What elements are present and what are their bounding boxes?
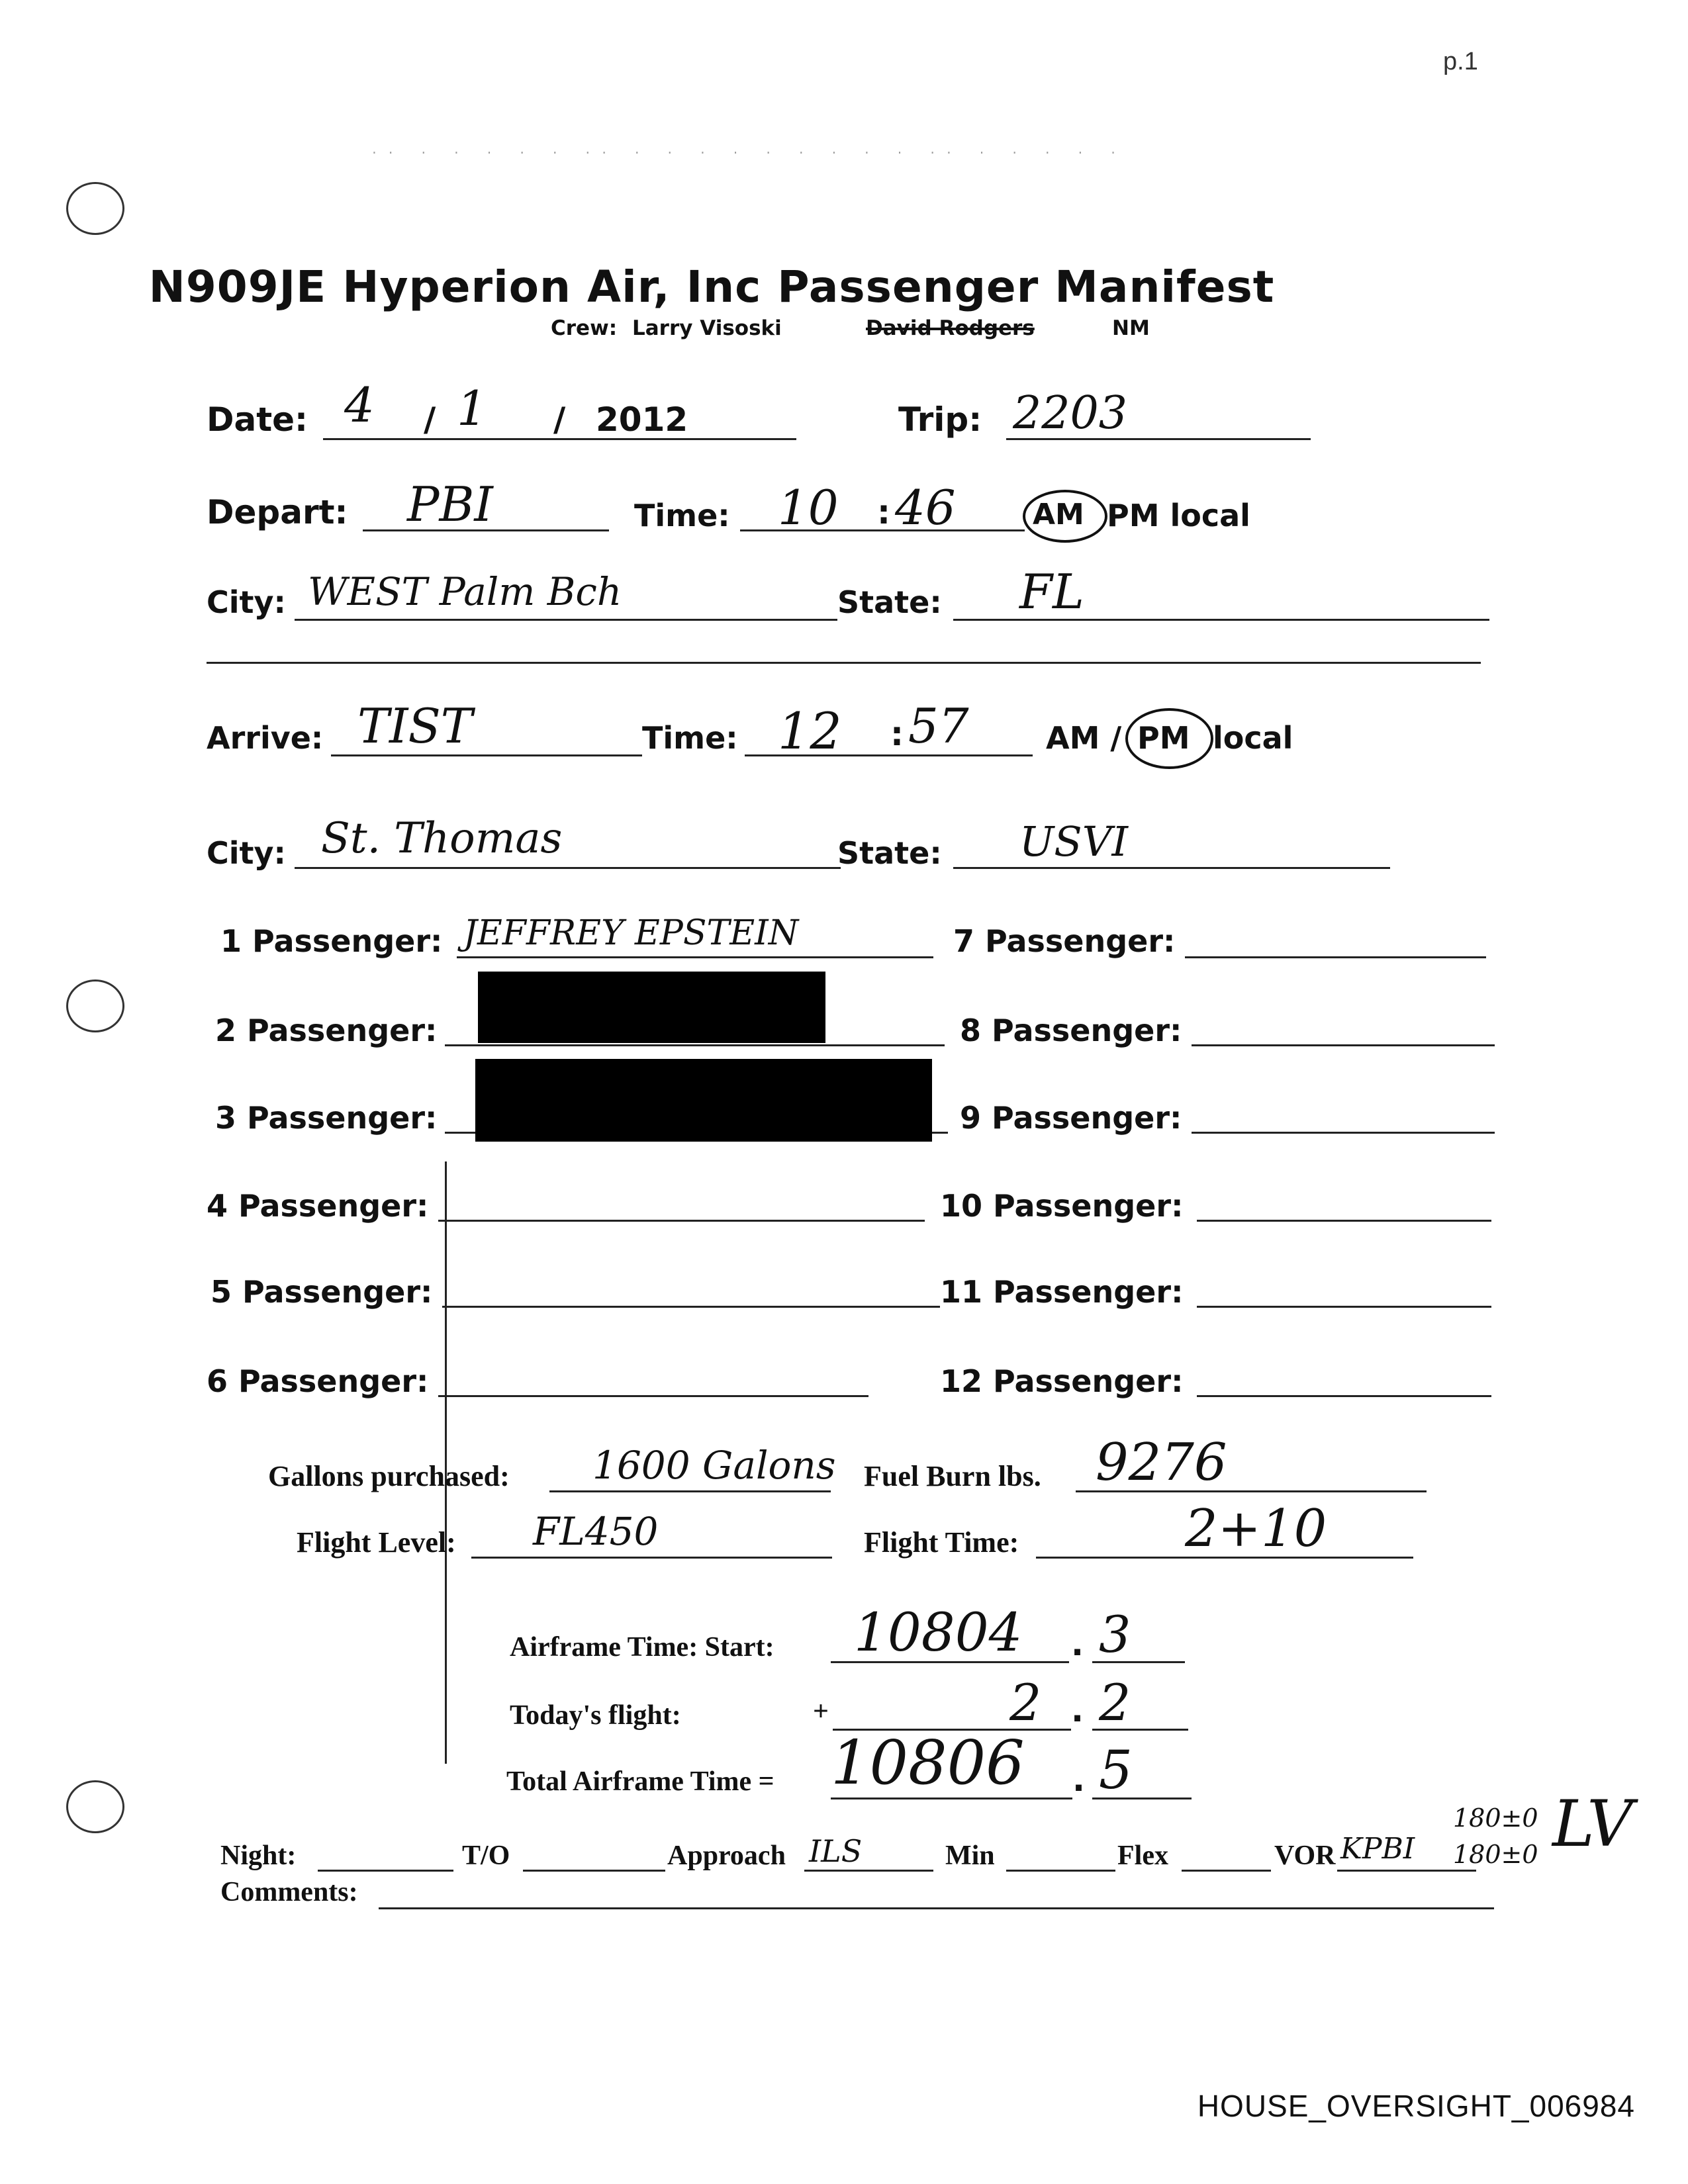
- comments-label: Comments:: [220, 1877, 358, 1907]
- approach-underline: [804, 1870, 933, 1872]
- passenger-2-underline: [445, 1044, 945, 1046]
- todays-flight-label: Today's flight:: [510, 1700, 681, 1731]
- passenger-1-name: JEFFREY EPSTEIN: [463, 913, 799, 953]
- total-airframe-label: Total Airframe Time =: [506, 1766, 774, 1797]
- arrive-state-value: USVI: [1019, 817, 1128, 866]
- flight-time-label: Flight Time:: [864, 1526, 1019, 1559]
- total-airframe-point: .: [1072, 1760, 1085, 1799]
- todays-flight-plus: +: [813, 1696, 829, 1727]
- vor-label: VOR: [1274, 1841, 1336, 1871]
- approach-label: Approach: [667, 1841, 786, 1871]
- to-label: T/O: [462, 1841, 510, 1871]
- depart-city-label: City:: [207, 584, 286, 620]
- min-label: Min: [945, 1841, 995, 1871]
- arrive-underline: [331, 754, 642, 756]
- passenger-4-underline: [438, 1220, 925, 1222]
- passenger-6-label: 6 Passenger:: [207, 1363, 429, 1399]
- depart-pm-local: PM local: [1107, 498, 1250, 533]
- passenger-1-underline: [457, 956, 933, 958]
- scan-artifact-dots: ·· · · · · · ·· · · · · · · · · · ·· · · · · ·: [371, 147, 1126, 160]
- crew-extra: NM: [1112, 316, 1150, 340]
- airframe-start-whole: 10804: [854, 1602, 1023, 1663]
- passenger-12-underline: [1197, 1395, 1491, 1397]
- depart-am: AM: [1033, 498, 1084, 531]
- gallons-underline: [549, 1490, 831, 1492]
- vor-underline: [1337, 1870, 1476, 1872]
- vor-note-1: 180±0: [1453, 1803, 1538, 1833]
- to-underline: [523, 1870, 665, 1872]
- arrive-city-label: City:: [207, 835, 286, 871]
- passenger-8-label: 8 Passenger:: [960, 1013, 1182, 1048]
- trip-label: Trip:: [898, 400, 982, 439]
- crew-pilot: Larry Visoski: [632, 316, 782, 340]
- depart-airport: PBI: [407, 477, 493, 532]
- page-number: p.1: [1443, 48, 1478, 75]
- depart-time-colon: :: [877, 493, 890, 531]
- flight-time-value: 2+10: [1185, 1499, 1327, 1559]
- vor-note-2: 180±0: [1453, 1840, 1538, 1869]
- arrive-pm: PM: [1137, 720, 1190, 756]
- date-day: 1: [457, 381, 487, 436]
- passenger-3-label: 3 Passenger:: [215, 1100, 438, 1136]
- passenger-11-underline: [1197, 1306, 1491, 1308]
- date-year: 2012: [596, 400, 688, 439]
- passenger-10-label: 10 Passenger:: [940, 1188, 1184, 1224]
- passenger-9-label: 9 Passenger:: [960, 1100, 1182, 1136]
- arrive-am: AM /: [1046, 720, 1122, 756]
- arrive-airport: TIST: [357, 698, 473, 754]
- depart-city-value: WEST Palm Bch: [308, 569, 622, 614]
- passenger-12-label: 12 Passenger:: [940, 1363, 1184, 1399]
- passenger-2-label: 2 Passenger:: [215, 1013, 438, 1048]
- flight-level-label: Flight Level:: [297, 1526, 456, 1559]
- vor-value: KPBI: [1340, 1832, 1415, 1866]
- passenger-7-label: 7 Passenger:: [953, 923, 1176, 959]
- todays-flight-whole: 2: [1009, 1673, 1042, 1732]
- crew-label: Crew:: [551, 316, 618, 340]
- depart-city-underline: [295, 619, 837, 621]
- arrive-time-label: Time:: [642, 720, 738, 756]
- passenger-3-redaction: [475, 1059, 932, 1142]
- night-underline: [318, 1870, 453, 1872]
- gallons-label: Gallons purchased:: [268, 1460, 510, 1492]
- airframe-start-point: .: [1071, 1625, 1084, 1663]
- date-slash-2: /: [553, 400, 566, 439]
- arrive-hour: 12: [778, 702, 842, 760]
- arrive-state-label: State:: [837, 835, 942, 871]
- date-label: Date:: [207, 400, 308, 439]
- passenger-10-underline: [1197, 1220, 1491, 1222]
- trip-value: 2203: [1013, 387, 1128, 439]
- bates-number: HOUSE_OVERSIGHT_006984: [1197, 2089, 1635, 2123]
- fuel-burn-value: 9276: [1096, 1433, 1227, 1492]
- flight-level-value: FL450: [533, 1509, 659, 1554]
- night-label: Night:: [220, 1841, 297, 1871]
- passenger-5-underline: [442, 1306, 940, 1308]
- separator-line: [207, 662, 1481, 664]
- flex-label: Flex: [1117, 1841, 1168, 1871]
- depart-time-label: Time:: [634, 498, 730, 533]
- passenger-9-underline: [1192, 1132, 1495, 1134]
- arrive-label: Arrive:: [207, 720, 324, 756]
- depart-state-value: FL: [1019, 564, 1084, 619]
- date-month: 4: [344, 377, 375, 433]
- fuel-burn-label: Fuel Burn lbs.: [864, 1460, 1041, 1492]
- min-underline: [1006, 1870, 1115, 1872]
- depart-minute: 46: [895, 480, 956, 535]
- manifest-title: N909JE Hyperion Air, Inc Passenger Manifest: [148, 261, 1275, 312]
- arrive-minute: 57: [908, 698, 969, 754]
- depart-label: Depart:: [207, 493, 348, 531]
- flex-underline: [1182, 1870, 1271, 1872]
- airframe-start-decimal: 3: [1099, 1605, 1131, 1664]
- flight-level-underline: [471, 1557, 832, 1559]
- todays-flight-decimal: 2: [1099, 1673, 1131, 1732]
- passenger-1-label: 1 Passenger:: [220, 923, 443, 959]
- passenger-6-underline: [438, 1395, 868, 1397]
- binder-hole-bottom: [66, 1780, 124, 1833]
- binder-hole-middle: [66, 979, 124, 1032]
- passenger-4-label: 4 Passenger:: [207, 1188, 429, 1224]
- passenger-7-underline: [1185, 956, 1486, 958]
- passenger-2-redaction: [478, 972, 825, 1043]
- depart-hour: 10: [778, 480, 839, 535]
- arrive-local: local: [1213, 720, 1293, 756]
- pilot-initials: LV: [1552, 1787, 1633, 1861]
- passenger-11-label: 11 Passenger:: [940, 1274, 1184, 1310]
- comments-underline: [379, 1907, 1494, 1909]
- approach-value: ILS: [809, 1833, 863, 1869]
- date-slash-1: /: [424, 400, 436, 439]
- crew-struck-name: David Rodgers: [866, 316, 1035, 340]
- total-airframe-decimal: 5: [1099, 1739, 1133, 1801]
- passenger-8-underline: [1192, 1044, 1495, 1046]
- arrive-time-colon: :: [890, 715, 904, 753]
- arrive-city-underline: [295, 867, 841, 869]
- gallons-value: 1600 Galons: [592, 1443, 836, 1488]
- airframe-start-label: Airframe Time: Start:: [510, 1632, 774, 1662]
- todays-flight-point: .: [1071, 1691, 1084, 1729]
- total-airframe-whole: 10806: [831, 1727, 1025, 1798]
- arrive-state-underline: [953, 867, 1390, 869]
- binder-hole-top: [66, 182, 124, 235]
- arrive-city-value: St. Thomas: [321, 814, 563, 863]
- depart-state-label: State:: [837, 584, 942, 620]
- passenger-5-label: 5 Passenger:: [211, 1274, 433, 1310]
